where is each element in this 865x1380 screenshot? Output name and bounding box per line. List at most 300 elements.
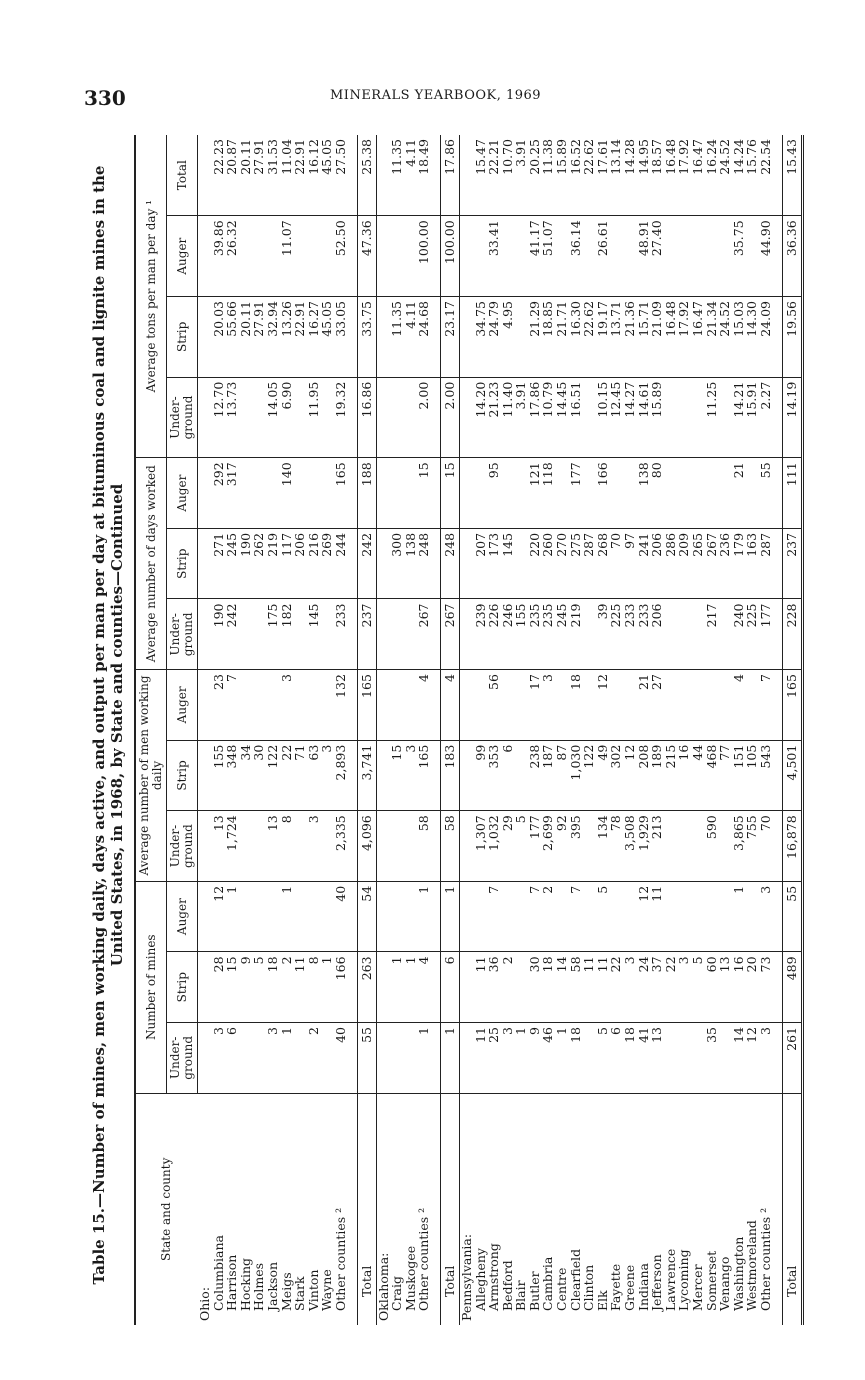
empty-cell: [198, 670, 212, 741]
empty-cell: [198, 216, 212, 297]
table-cell: 46: [541, 1023, 555, 1094]
table-cell: 206: [650, 599, 664, 670]
table-cell: 49: [596, 740, 610, 811]
table-cell: 213: [650, 811, 664, 882]
table-cell: [691, 377, 705, 458]
table-cell: 80: [650, 458, 664, 529]
total-cell: 165: [782, 670, 802, 741]
table-cell: [404, 216, 418, 297]
table-cell: [293, 670, 307, 741]
total-cell: 17.86: [440, 135, 459, 216]
table-cell: 242: [225, 599, 239, 670]
table-cell: [307, 670, 321, 741]
table-cell: 2.27: [759, 377, 773, 458]
spacer-cell: [348, 297, 358, 378]
table-cell: [705, 216, 719, 297]
table-cell: 3: [320, 740, 334, 811]
county-name: Greene: [622, 1264, 638, 1311]
table-cell: 11.35: [390, 297, 404, 378]
table-cell: 1,724: [225, 811, 239, 882]
table-cell: 233: [334, 599, 348, 670]
county-name: Meigs: [278, 1272, 294, 1311]
state-section: [198, 135, 377, 1325]
table-row: [225, 135, 239, 1325]
empty-cell: [459, 1023, 473, 1094]
table-cell: 5: [691, 952, 705, 1023]
table-cell: [582, 1023, 596, 1094]
subheader-underground: Under-ground: [167, 1023, 198, 1094]
total-cell: 15: [440, 458, 459, 529]
table-cell: 24.09: [759, 297, 773, 378]
table-cell: [501, 670, 515, 741]
total-cell: 4,501: [782, 740, 802, 811]
empty-cell: [376, 740, 390, 811]
header-tons-per-man: Average tons per man per day ¹: [135, 135, 167, 458]
table-cell: 13: [718, 952, 732, 1023]
table-cell: 145: [307, 599, 321, 670]
table-cell: 24.68: [417, 297, 431, 378]
table-cell: 7: [487, 881, 501, 952]
table-cell: [514, 216, 528, 297]
table-cell: [705, 881, 719, 952]
table-cell: [252, 599, 266, 670]
table-cell: 22.54: [759, 135, 773, 216]
table-cell: 22.91: [293, 135, 307, 216]
table-cell: [664, 811, 678, 882]
spacer-cell: [431, 670, 441, 741]
table-cell: 3: [212, 1023, 226, 1094]
spacer-row: [773, 135, 783, 1325]
table-cell: 134: [596, 811, 610, 882]
table-cell: 1: [320, 952, 334, 1023]
table-cell: 20.87: [225, 135, 239, 216]
table-cell: 14.27: [623, 377, 637, 458]
table-cell: 13.71: [609, 297, 623, 378]
table-cell: 40: [334, 881, 348, 952]
table-cell: 18: [623, 1023, 637, 1094]
table-cell: 16.12: [307, 135, 321, 216]
table-cell: 13.14: [609, 135, 623, 216]
table-row: [252, 135, 266, 1325]
state-heading-row: [459, 135, 473, 1325]
table-cell: 235: [528, 599, 542, 670]
table-cell: 122: [582, 740, 596, 811]
table-cell: 18: [569, 1023, 583, 1094]
table-cell: 18: [569, 670, 583, 741]
data-table: [134, 135, 804, 1325]
table-cell: [252, 458, 266, 529]
header-number-of-mines: Number of mines: [135, 881, 167, 1093]
table-cell: [239, 670, 253, 741]
county-name: Jefferson: [649, 1254, 665, 1311]
table-cell: 14.21: [732, 377, 746, 458]
table-cell: 15.03: [732, 297, 746, 378]
table-cell: 219: [569, 599, 583, 670]
total-cell: 14.19: [782, 377, 802, 458]
table-title-line-1: Table 15.—Number of mines, men working daily, days active, and output per man per day at bituminous coal and lignite mines in the: [90, 165, 108, 1285]
rotated-table-block: [90, 125, 830, 1325]
table-cell: 1: [280, 1023, 294, 1094]
table-cell: [718, 216, 732, 297]
table-cell: 6: [609, 1023, 623, 1094]
table-cell: 12: [745, 1023, 759, 1094]
table-row: [596, 135, 610, 1325]
table-cell: 15: [390, 740, 404, 811]
table-row: [280, 135, 294, 1325]
empty-cell: [198, 1023, 212, 1094]
table-cell: [718, 1023, 732, 1094]
table-cell: 267: [705, 528, 719, 599]
table-cell: 48.91: [637, 216, 651, 297]
total-label: Total: [357, 1093, 376, 1325]
table-cell: [514, 670, 528, 741]
state-section: [459, 135, 802, 1325]
total-cell: 55: [357, 1023, 376, 1094]
spacer-cell: [348, 811, 358, 882]
empty-cell: [376, 528, 390, 599]
spacer-cell: [348, 1093, 358, 1325]
table-cell: 11: [293, 952, 307, 1023]
total-cell: 25.38: [357, 135, 376, 216]
table-cell: 36: [487, 952, 501, 1023]
table-title: [90, 135, 126, 1315]
table-cell: [718, 881, 732, 952]
empty-cell: [198, 740, 212, 811]
table-cell: 3: [759, 1023, 773, 1094]
table-cell: 3.91: [514, 377, 528, 458]
empty-cell: [198, 135, 212, 216]
table-cell: [718, 599, 732, 670]
table-row: [334, 135, 348, 1325]
empty-cell: [459, 670, 473, 741]
table-cell: 13.26: [280, 297, 294, 378]
table-cell: 177: [528, 811, 542, 882]
table-cell: 287: [759, 528, 773, 599]
total-cell: 1: [440, 881, 459, 952]
table-cell: 155: [212, 740, 226, 811]
table-cell: 219: [266, 528, 280, 599]
table-cell: 92: [555, 811, 569, 882]
total-cell: 263: [357, 952, 376, 1023]
table-cell: 1: [417, 881, 431, 952]
county-name: Clearfield: [567, 1248, 583, 1311]
table-cell: 244: [334, 528, 348, 599]
table-cell: [404, 377, 418, 458]
subheader-auger: Auger: [167, 670, 198, 741]
table-cell: 145: [501, 528, 515, 599]
table-cell: 292: [212, 458, 226, 529]
spacer-cell: [773, 297, 783, 378]
table-cell: [664, 377, 678, 458]
table-cell: 3: [501, 1023, 515, 1094]
subheader-underground: Under-ground: [167, 811, 198, 882]
table-cell: 9: [528, 1023, 542, 1094]
table-row: [637, 135, 651, 1325]
total-cell: 4,096: [357, 811, 376, 882]
table-cell: 206: [293, 528, 307, 599]
total-cell: 188: [357, 458, 376, 529]
table-cell: 16: [677, 740, 691, 811]
table-cell: 34.75: [474, 297, 488, 378]
table-cell: 15.89: [555, 135, 569, 216]
table-cell: 33.05: [334, 297, 348, 378]
table-cell: [474, 670, 488, 741]
spacer-row: [431, 135, 441, 1325]
table-cell: 11: [596, 952, 610, 1023]
table-cell: 17: [528, 670, 542, 741]
spacer-cell: [773, 1093, 783, 1325]
table-cell: 27: [650, 670, 664, 741]
table-cell: 11.95: [307, 377, 321, 458]
empty-cell: [198, 528, 212, 599]
table-cell: [474, 216, 488, 297]
running-head: MINERALS YEARBOOK, 1969: [330, 88, 542, 103]
table-cell: 15.71: [637, 297, 651, 378]
table-cell: [677, 1023, 691, 1094]
table-cell: [514, 458, 528, 529]
table-cell: 13.73: [225, 377, 239, 458]
table-row: [609, 135, 623, 1325]
table-cell: 3.91: [514, 135, 528, 216]
county-name: Vinton: [305, 1269, 321, 1311]
table-row: [320, 135, 334, 1325]
empty-cell: [198, 811, 212, 882]
table-cell: 317: [225, 458, 239, 529]
table-cell: [555, 670, 569, 741]
table-cell: 16.47: [691, 135, 705, 216]
table-cell: 5: [514, 811, 528, 882]
table-row: [474, 135, 488, 1325]
table-cell: 6.90: [280, 377, 294, 458]
table-cell: 7: [759, 670, 773, 741]
empty-cell: [376, 377, 390, 458]
table-cell: 1,032: [487, 811, 501, 882]
table-cell: [404, 670, 418, 741]
total-label: Total: [782, 1093, 802, 1325]
subheader-underground: Under-ground: [167, 599, 198, 670]
table-cell: 165: [417, 740, 431, 811]
spacer-cell: [773, 528, 783, 599]
table-cell: 190: [212, 599, 226, 670]
table-cell: 286: [664, 528, 678, 599]
total-cell: 33.75: [357, 297, 376, 378]
table-cell: 12: [212, 881, 226, 952]
table-row: [677, 135, 691, 1325]
table-row: [650, 135, 664, 1325]
table-cell: 77: [718, 740, 732, 811]
table-cell: [320, 377, 334, 458]
total-cell: 23.17: [440, 297, 459, 378]
subheader-strip: Strip: [167, 740, 198, 811]
spacer-cell: [431, 297, 441, 378]
table-cell: [293, 599, 307, 670]
table-cell: 216: [307, 528, 321, 599]
table-cell: 16.30: [569, 297, 583, 378]
table-cell: 226: [487, 599, 501, 670]
empty-cell: [459, 528, 473, 599]
total-row: [440, 135, 459, 1325]
table-cell: 22: [664, 952, 678, 1023]
table-cell: [677, 216, 691, 297]
table-cell: 99: [474, 740, 488, 811]
spacer-cell: [348, 670, 358, 741]
empty-cell: [198, 297, 212, 378]
county-name: Indiana: [635, 1263, 651, 1311]
county-name: Muskogee: [402, 1245, 418, 1311]
table-cell: [664, 881, 678, 952]
table-cell: 138: [404, 528, 418, 599]
table-cell: 18: [266, 952, 280, 1023]
subheader-total: Total: [167, 135, 198, 216]
header-men-working-daily: Average number of men working daily: [135, 670, 167, 882]
table-row: [718, 135, 732, 1325]
table-cell: 14.95: [637, 135, 651, 216]
spacer-cell: [348, 458, 358, 529]
table-cell: [390, 216, 404, 297]
table-cell: [293, 881, 307, 952]
table-cell: 15.91: [745, 377, 759, 458]
table-cell: 24: [637, 952, 651, 1023]
table-cell: 179: [732, 528, 746, 599]
table-cell: 18: [541, 952, 555, 1023]
table-cell: 21.23: [487, 377, 501, 458]
table-cell: 22.62: [582, 297, 596, 378]
total-cell: 1: [440, 1023, 459, 1094]
table-cell: [623, 881, 637, 952]
table-cell: 40: [334, 1023, 348, 1094]
table-cell: 27.40: [650, 216, 664, 297]
table-cell: 207: [474, 528, 488, 599]
table-cell: 245: [555, 599, 569, 670]
table-row: [705, 135, 719, 1325]
table-cell: 15: [417, 458, 431, 529]
table-cell: [252, 1023, 266, 1094]
subheader-strip: Strip: [167, 297, 198, 378]
table-cell: 5: [596, 881, 610, 952]
table-cell: [293, 1023, 307, 1094]
table-cell: 245: [225, 528, 239, 599]
table-cell: 20.25: [528, 135, 542, 216]
total-cell: 55: [782, 881, 802, 952]
table-cell: 44: [691, 740, 705, 811]
table-cell: 27.50: [334, 135, 348, 216]
table-cell: 11: [650, 881, 664, 952]
table-cell: 225: [609, 599, 623, 670]
table-cell: 56: [487, 670, 501, 741]
table-cell: 87: [555, 740, 569, 811]
table-cell: 55.66: [225, 297, 239, 378]
table-cell: [582, 377, 596, 458]
table-cell: [609, 670, 623, 741]
empty-cell: [459, 881, 473, 952]
table-cell: [555, 216, 569, 297]
table-cell: 15.89: [650, 377, 664, 458]
table-cell: 209: [677, 528, 691, 599]
empty-cell: [459, 740, 473, 811]
empty-cell: [376, 216, 390, 297]
table-row: [582, 135, 596, 1325]
spacer-cell: [348, 528, 358, 599]
table-cell: 2: [307, 1023, 321, 1094]
spacer-cell: [348, 377, 358, 458]
table-cell: [582, 811, 596, 882]
table-cell: 248: [417, 528, 431, 599]
county-name: Other counties ²: [332, 1207, 348, 1311]
table-cell: [239, 1023, 253, 1094]
table-cell: 300: [390, 528, 404, 599]
county-name: Centre: [554, 1267, 570, 1311]
table-cell: 8: [307, 952, 321, 1023]
table-row: [404, 135, 418, 1325]
table-cell: 21.71: [555, 297, 569, 378]
table-cell: 1: [390, 952, 404, 1023]
spacer-cell: [348, 740, 358, 811]
county-name: Cambria: [540, 1256, 556, 1311]
total-cell: 100.00: [440, 216, 459, 297]
table-cell: 275: [569, 528, 583, 599]
table-cell: 58: [417, 811, 431, 882]
table-row: [691, 135, 705, 1325]
table-cell: [745, 881, 759, 952]
empty-cell: [459, 377, 473, 458]
table-cell: [293, 811, 307, 882]
table-cell: 26.61: [596, 216, 610, 297]
table-cell: 37: [650, 952, 664, 1023]
total-label: Total: [440, 1093, 459, 1325]
empty-cell: [459, 135, 473, 216]
table-cell: [404, 599, 418, 670]
table-cell: 233: [623, 599, 637, 670]
table-cell: [404, 458, 418, 529]
spacer-cell: [348, 135, 358, 216]
table-cell: 18.57: [650, 135, 664, 216]
table-cell: 78: [609, 811, 623, 882]
table-cell: 132: [334, 670, 348, 741]
table-cell: 36.14: [569, 216, 583, 297]
table-cell: 182: [280, 599, 294, 670]
table-cell: 24.52: [718, 297, 732, 378]
table-cell: [293, 216, 307, 297]
table-cell: 24.52: [718, 135, 732, 216]
table-row: [293, 135, 307, 1325]
table-cell: 16.51: [569, 377, 583, 458]
table-cell: 11: [474, 952, 488, 1023]
table-cell: 20.11: [239, 135, 253, 216]
table-cell: 12.45: [609, 377, 623, 458]
table-cell: [390, 1023, 404, 1094]
subheader-strip: Strip: [167, 952, 198, 1023]
table-cell: 28: [212, 952, 226, 1023]
table-cell: 225: [745, 599, 759, 670]
table-cell: [514, 952, 528, 1023]
table-cell: 14.61: [637, 377, 651, 458]
spacer-cell: [431, 740, 441, 811]
table-cell: [293, 458, 307, 529]
table-cell: [320, 881, 334, 952]
county-name: Holmes: [251, 1262, 267, 1311]
table-cell: [404, 811, 418, 882]
table-cell: 187: [541, 740, 555, 811]
table-cell: 3,508: [623, 811, 637, 882]
table-cell: 22.23: [212, 135, 226, 216]
table-cell: [514, 740, 528, 811]
table-cell: 6: [225, 1023, 239, 1094]
county-name: Elk: [594, 1290, 610, 1311]
table-cell: 41: [637, 1023, 651, 1094]
table-cell: 13: [266, 811, 280, 882]
table-cell: [664, 599, 678, 670]
table-cell: 117: [280, 528, 294, 599]
